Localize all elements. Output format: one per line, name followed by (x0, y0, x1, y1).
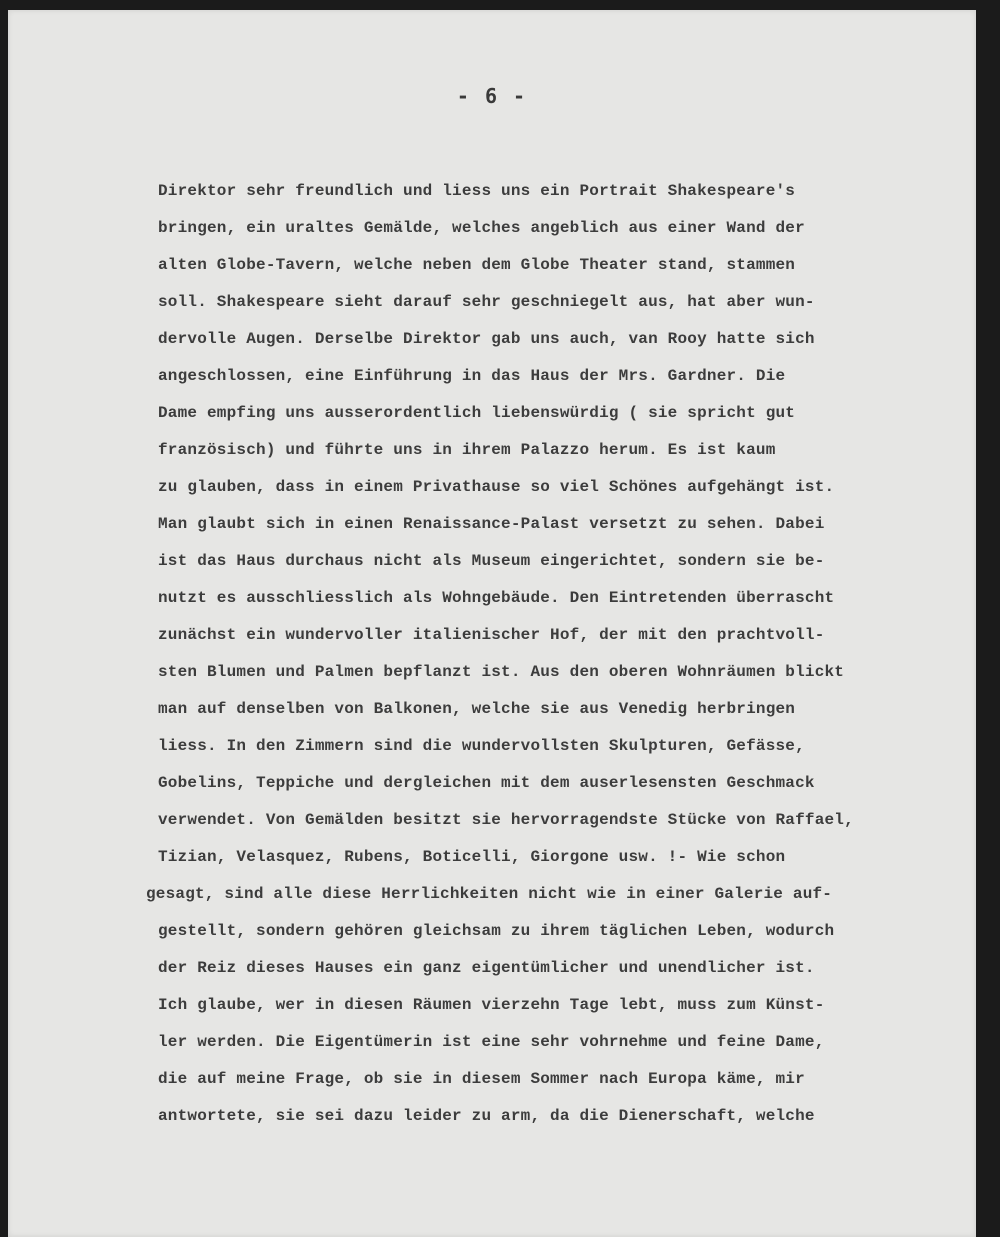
text-line: Man glaubt sich in einen Renaissance-Palast versetzt zu sehen. Dabei (158, 515, 825, 533)
text-line: Ich glaube, wer in diesen Räumen vierzehn Tage lebt, muss zum Künst- (158, 996, 825, 1014)
text-line: antwortete, sie sei dazu leider zu arm, da die Dienerschaft, welche (158, 1107, 815, 1125)
text-line: gestellt, sondern gehören gleichsam zu ihrem täglichen Leben, wodurch (158, 922, 835, 940)
text-line: ist das Haus durchaus nicht als Museum eingerichtet, sondern sie be- (158, 552, 825, 570)
text-line: alten Globe-Tavern, welche neben dem Globe Theater stand, stammen (158, 256, 796, 274)
text-line: angeschlossen, eine Einführung in das Haus der Mrs. Gardner. Die (158, 367, 786, 385)
text-line: gesagt, sind alle diese Herrlichkeiten nicht wie in einer Galerie auf- (146, 885, 833, 903)
page-number: - 6 - (456, 84, 528, 108)
text-line: französisch) und führte uns in ihrem Palazzo herum. Es ist kaum (158, 441, 776, 459)
text-line: Dame empfing uns ausserordentlich liebenswürdig ( sie spricht gut (158, 404, 796, 422)
document-page (8, 10, 976, 1237)
text-line: dervolle Augen. Derselbe Direktor gab uns auch, van Rooy hatte sich (158, 330, 815, 348)
text-line: Gobelins, Teppiche und dergleichen mit dem auserlesensten Geschmack (158, 774, 815, 792)
text-line: soll. Shakespeare sieht darauf sehr geschniegelt aus, hat aber wun- (158, 293, 815, 311)
text-line: bringen, ein uraltes Gemälde, welches angeblich aus einer Wand der (158, 219, 805, 237)
text-line: zunächst ein wundervoller italienischer Hof, der mit den prachtvoll- (158, 626, 825, 644)
text-line: man auf denselben von Balkonen, welche sie aus Venedig herbringen (158, 700, 796, 718)
text-line: die auf meine Frage, ob sie in diesem Sommer nach Europa käme, mir (158, 1070, 805, 1088)
text-line: sten Blumen und Palmen bepflanzt ist. Aus den oberen Wohnräumen blickt (158, 663, 845, 681)
text-line: Direktor sehr freundlich und liess uns ein Portrait Shakespeare's (158, 182, 796, 200)
text-line: ler werden. Die Eigentümerin ist eine sehr vohrnehme und feine Dame, (158, 1033, 825, 1051)
text-line: zu glauben, dass in einem Privathause so viel Schönes aufgehängt ist. (158, 478, 835, 496)
text-line: der Reiz dieses Hauses ein ganz eigentümlicher und unendlicher ist. (158, 959, 815, 977)
typed-text-body (146, 180, 948, 1142)
text-line: verwendet. Von Gemälden besitzt sie hervorragendste Stücke von Raffael, (158, 811, 854, 829)
text-line: liess. In den Zimmern sind die wundervollsten Skulpturen, Gefässe, (158, 737, 805, 755)
text-line: Tizian, Velasquez, Rubens, Boticelli, Giorgone usw. !- Wie schon (158, 848, 786, 866)
text-line: nutzt es ausschliesslich als Wohngebäude. Den Eintretenden überrascht (158, 589, 835, 607)
